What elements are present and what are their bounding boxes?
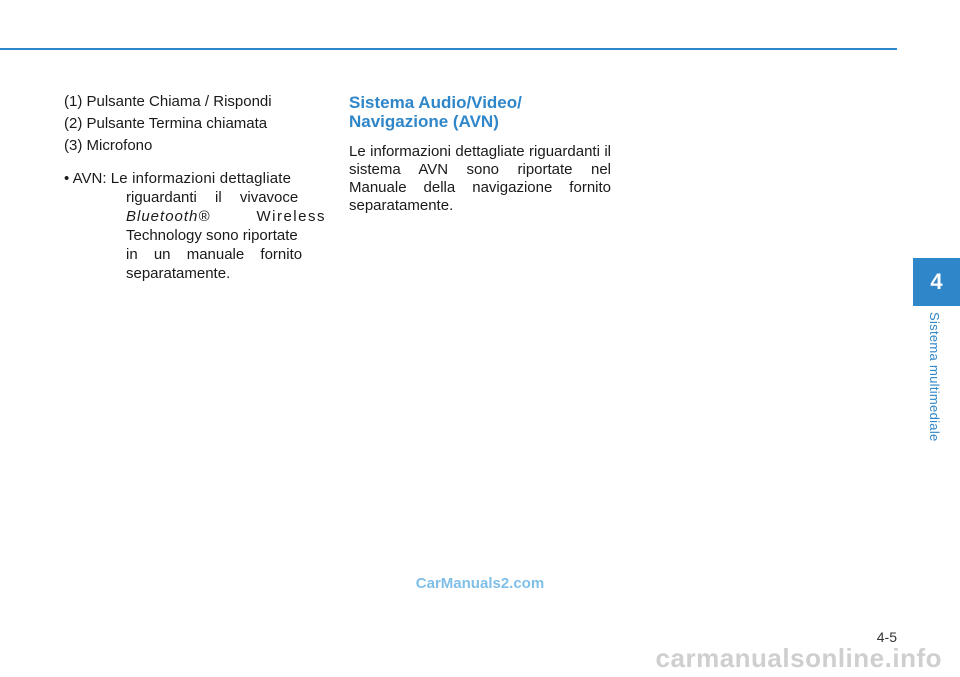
bullet-line: riguardanti il vivavoce bbox=[126, 189, 299, 206]
section-body: Le informazioni dettagliate riguardanti il sistema AVN sono riportate nel Manuale della navigazione fornito separatamente. bbox=[349, 143, 611, 214]
bullet-line: in un manuale fornito bbox=[126, 246, 303, 263]
bullet-symbol: • bbox=[64, 170, 70, 187]
bluetooth-text: Bluetooth® bbox=[126, 208, 211, 225]
chapter-label: Sistema multimediale bbox=[927, 312, 942, 442]
bullet-line: Technology sono riportate bbox=[126, 227, 298, 244]
avn-bullet bbox=[64, 169, 326, 283]
bullet-line bbox=[64, 207, 326, 226]
list-item: (2) Pulsante Termina chiamata bbox=[64, 115, 268, 132]
list-item: (3) Microfono bbox=[64, 137, 153, 154]
footer-watermark: carmanualsonline.info bbox=[655, 643, 942, 673]
bullet-prefix: AVN: bbox=[72, 170, 107, 187]
top-rule bbox=[0, 48, 897, 50]
avn-section bbox=[349, 93, 611, 215]
wireless-text: Wireless bbox=[256, 208, 326, 225]
section-title: Sistema Audio/Video/ Navigazione (AVN) bbox=[349, 93, 522, 131]
left-column bbox=[64, 92, 326, 283]
chapter-number-tab: 4 bbox=[913, 258, 960, 306]
bullet-line: Le informazioni dettagliate bbox=[110, 170, 292, 187]
watermark: CarManuals2.com bbox=[415, 575, 545, 592]
page-number: 4-5 bbox=[876, 629, 897, 645]
bullet-line: separatamente. bbox=[126, 265, 231, 282]
list-item: (1) Pulsante Chiama / Rispondi bbox=[64, 93, 272, 110]
